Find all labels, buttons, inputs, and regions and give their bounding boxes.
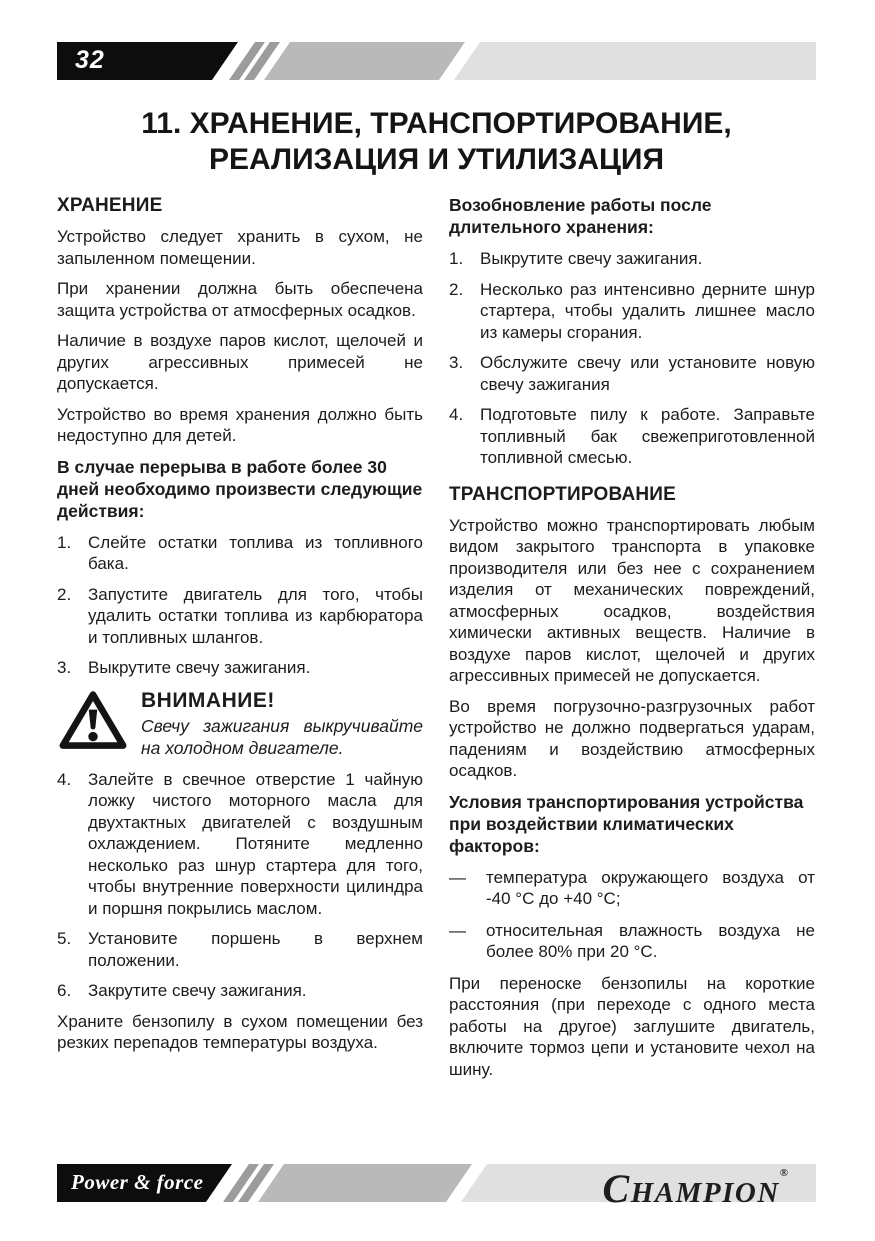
warning-text: Свечу зажигания выкручивайте на холодном двигателе.: [141, 715, 423, 758]
list-item-text: Обслужите свечу или установите новую свечу зажигания: [480, 353, 815, 394]
storage-paragraph: При хранении должна быть обеспечена защита устройства от атмосферных осадков.: [57, 279, 423, 320]
list-item-text: Закрутите свечу зажигания.: [88, 981, 307, 1000]
storage-heading: ХРАНЕНИЕ: [57, 195, 163, 216]
list-item-text: Слейте остатки топлива из топливного бака.: [88, 532, 423, 573]
section-title-line1: 11. ХРАНЕНИЕ, ТРАНСПОРТИРОВАНИЕ,: [141, 107, 732, 140]
list-item: [57, 532, 423, 575]
list-item-text: Выкрутите свечу зажигания.: [480, 249, 703, 268]
break-subheading: В случае перерыва в работе более 30 дней необходимо произвести следующие действия:: [57, 456, 423, 521]
header-bar: [57, 42, 816, 80]
transport-heading: ТРАНСПОРТИРОВАНИЕ: [449, 483, 677, 505]
header-bar-graphic: [57, 42, 816, 80]
warning-title: ВНИМАНИЕ!: [141, 688, 275, 712]
registered-mark: ®: [779, 1167, 788, 1179]
storage-paragraph: Устройство во время хранения должно быть недоступно для детей.: [57, 404, 423, 445]
section-title: [57, 106, 816, 178]
list-item: [449, 404, 815, 469]
champion-logo-text: CHAMPION: [602, 1166, 780, 1211]
transport-paragraph: Во время погрузочно-разгрузочных работ устройство не должно подвергаться ударам, падениям и воздействию атмосферных осадков.: [449, 696, 815, 780]
list-item: [57, 980, 423, 1002]
dash-item-text: относительная влажность воздуха не более 80% при 20 °C.: [486, 920, 815, 961]
list-item-number: 3.: [449, 353, 464, 372]
list-item-text: Установите поршень в верхнем положении.: [88, 929, 423, 970]
storage-paragraph: Наличие в воздухе паров кислот, щелочей и других агрессивных примесей не допускается.: [57, 331, 423, 393]
dash-list-item: [449, 867, 815, 910]
warning-callout: [57, 688, 423, 759]
list-item: [57, 928, 423, 971]
list-item-text: Запустите двигатель для того, чтобы удалить остатки топлива из карбюратора и топливных шлангов.: [88, 584, 423, 647]
list-item: [57, 584, 423, 649]
page-number: 32: [75, 46, 105, 74]
list-item-text: Несколько раз интенсивно дерните шнур стартера, чтобы удалить лишнее масло из камеры сгорания.: [480, 279, 815, 342]
list-item: [449, 352, 815, 395]
list-item-number: 1.: [57, 532, 72, 552]
footer-mid-band: [258, 1164, 472, 1202]
dash-marker: —: [449, 867, 466, 887]
list-item-text: Залейте в свечное отверстие 1 чайную ложку чистого моторного масла для двухтактных двигателей с воздушным охлаждением. Потяните медленно несколько раз шнур стартера для того, чтобы внутренние поверхности цилиндра и поршня покрылись маслом.: [88, 769, 423, 918]
list-item-number: 2.: [57, 584, 72, 604]
champion-logo: [603, 1165, 788, 1212]
list-item: [57, 769, 423, 920]
list-item-text: Подготовьте пилу к работе. Заправьте топливный бак свежеприготовленной топливной смесью.: [480, 405, 815, 467]
power-and-force-brand: Power & force: [71, 1170, 204, 1194]
header-mid-band: [264, 42, 465, 80]
two-column-layout: [57, 194, 816, 1089]
list-item-number: 6.: [57, 981, 72, 1000]
page-content: [57, 106, 816, 1089]
dash-item-text: температура окружающего воздуха от -40 °C до +40 °C;: [486, 867, 815, 908]
list-item-number: 4.: [449, 405, 464, 424]
left-column: [57, 194, 423, 1089]
list-item-text: Выкрутите свечу зажигания.: [88, 658, 311, 677]
list-item-number: 1.: [449, 249, 464, 268]
dash-marker: —: [449, 920, 466, 940]
carry-paragraph: При переноске бензопилы на короткие расстояния (при переходе с одного места работы на другое) заглушите двигатель, включите тормоз цепи и установите чехол на шину.: [449, 973, 815, 1079]
warning-triangle-icon: [57, 688, 129, 759]
dash-list-item: [449, 920, 815, 963]
section-title-line2: РЕАЛИЗАЦИЯ И УТИЛИЗАЦИЯ: [208, 143, 665, 176]
warning-body: [141, 688, 423, 759]
list-item-number: 5.: [57, 929, 72, 948]
climate-subheading: Условия транспортирования устройства при воздействии климатических факторов:: [449, 791, 804, 856]
resume-subheading: Возобновление работы после длительного хранения:: [449, 195, 712, 237]
list-item: [449, 279, 815, 344]
header-light-band: [454, 42, 816, 80]
storage-closing-paragraph: Храните бензопилу в сухом помещении без резких перепадов температуры воздуха.: [57, 1011, 423, 1052]
transport-paragraph: Устройство можно транспортировать любым видом закрытого транспорта в упаковке производителя или без нее с сохранением изделия от механических повреждений, атмосферных осадков, воздействия химически активных веществ. Наличие в воздухе паров кислот, щелочей и других агрессивных примесей не допускается.: [449, 515, 815, 685]
list-item: [449, 248, 815, 270]
storage-paragraph: Устройство следует хранить в сухом, не запыленном помещении.: [57, 227, 423, 268]
list-item-number: 4.: [57, 769, 72, 789]
footer-bar: [57, 1164, 816, 1211]
list-item-number: 2.: [449, 279, 464, 299]
list-item: [57, 657, 423, 679]
right-column: [449, 194, 815, 1089]
list-item-number: 3.: [57, 658, 72, 677]
